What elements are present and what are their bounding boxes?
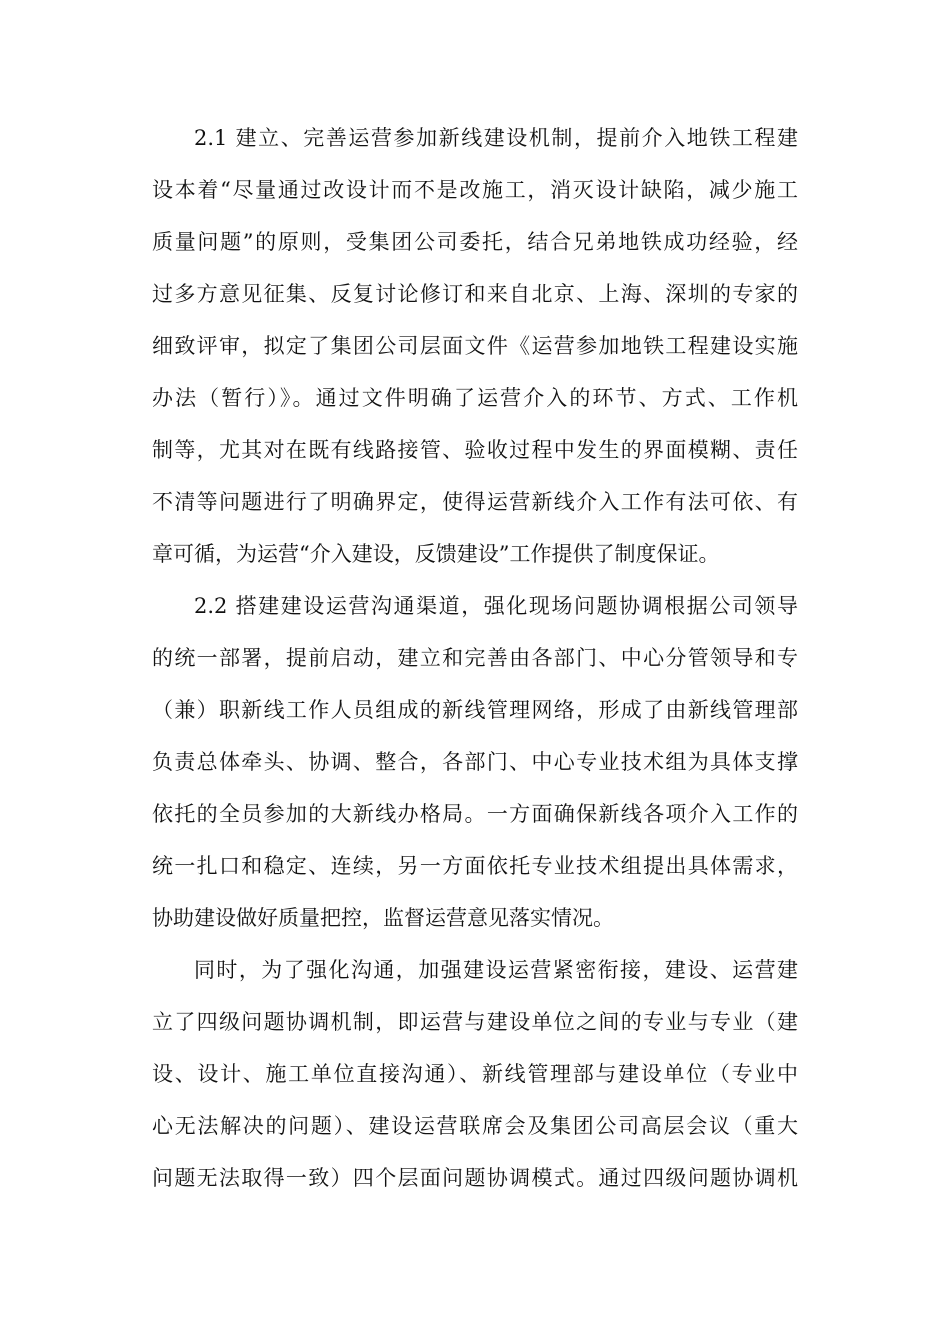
paragraph-1-line-6: 办法（暂行）》。通过文件明确了运营介入的环节、方式、工作机 <box>152 386 798 410</box>
paragraph-1-line-3: 质量问题”的原则，受集团公司委托，结合兄弟地铁成功经验，经 <box>152 230 798 254</box>
paragraph-2-line-3: （兼）职新线工作人员组成的新线管理网络，形成了由新线管理部 <box>152 698 798 722</box>
paragraph-1-line-7: 制等，尤其对在既有线路接管、验收过程中发生的界面模糊、责任 <box>152 438 798 462</box>
paragraph-1-line-2: 设本着“尽量通过改设计而不是改施工，消灭设计缺陷，减少施工 <box>152 178 798 202</box>
paragraph-1-line-1: 2.1 建立、完善运营参加新线建设机制，提前介入地铁工程建 <box>194 126 798 150</box>
paragraph-1-line-5: 细致评审，拟定了集团公司层面文件《运营参加地铁工程建设实施 <box>152 334 798 358</box>
paragraph-1-line-8: 不清等问题进行了明确界定，使得运营新线介入工作有法可依、有 <box>152 490 798 514</box>
paragraph-1-line-4: 过多方意见征集、反复讨论修订和来自北京、上海、深圳的专家的 <box>152 282 798 306</box>
paragraph-2-line-6: 统一扎口和稳定、连续，另一方面依托专业技术组提出具体需求， <box>152 854 798 878</box>
paragraph-2-line-7: 协助建设做好质量把控，监督运营意见落实情况。 <box>152 906 614 930</box>
paragraph-3-line-4: 心无法解决的问题）、建设运营联席会及集团公司高层会议（重大 <box>152 1114 798 1138</box>
paragraph-3-line-3: 设、设计、施工单位直接沟通）、新线管理部与建设单位（专业中 <box>152 1062 798 1086</box>
paragraph-1-line-9: 章可循，为运营“介入建设，反馈建设”工作提供了制度保证。 <box>152 542 720 566</box>
paragraph-3-line-2: 立了四级问题协调机制，即运营与建设单位之间的专业与专业（建 <box>152 1010 798 1034</box>
paragraph-2-line-4: 负责总体牵头、协调、整合，各部门、中心专业技术组为具体支撑 <box>152 750 798 774</box>
paragraph-2-line-5: 依托的全员参加的大新线办格局。一方面确保新线各项介入工作的 <box>152 802 798 826</box>
paragraph-3-line-1: 同时，为了强化沟通，加强建设运营紧密衔接，建设、运营建 <box>194 958 798 982</box>
paragraph-3-line-5: 问题无法取得一致）四个层面问题协调模式。通过四级问题协调机 <box>152 1166 798 1190</box>
paragraph-2-line-2: 的统一部署，提前启动，建立和完善由各部门、中心分管领导和专 <box>152 646 798 670</box>
paragraph-2-line-1: 2.2 搭建建设运营沟通渠道，强化现场问题协调根据公司领导 <box>194 594 798 618</box>
